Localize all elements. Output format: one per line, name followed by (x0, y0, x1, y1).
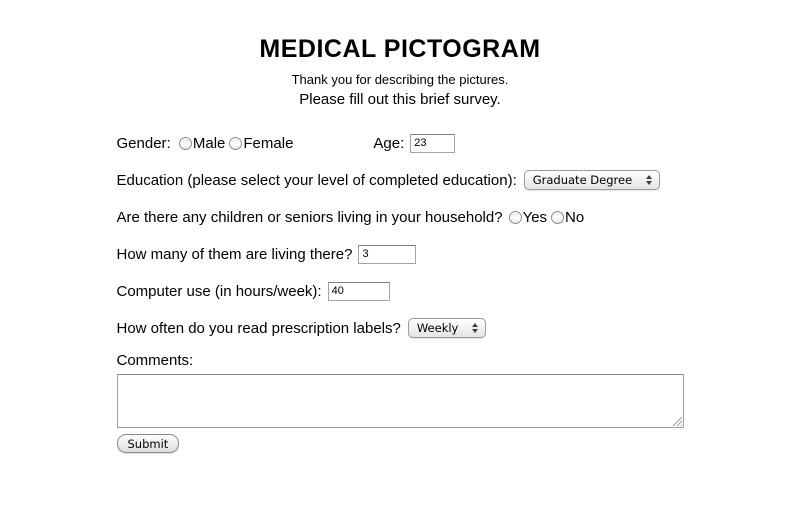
submit-button[interactable]: Submit (117, 434, 180, 453)
how-many-input[interactable] (358, 245, 416, 264)
education-label: Education (please select your level of completed education): (116, 171, 517, 189)
household-option-no-label: No (565, 208, 585, 226)
household-row (117, 207, 684, 227)
subtitle-line-1: Thank you for describing the pictures. (291, 72, 509, 87)
household-radio-no[interactable] (551, 211, 564, 224)
comments-textarea-wrap (117, 374, 684, 428)
household-radio-yes[interactable] (509, 211, 522, 224)
survey-form (117, 133, 684, 453)
household-label: Are there any children or seniors living in your household? (116, 208, 503, 226)
age-input[interactable] (410, 134, 455, 153)
prescription-row (117, 318, 684, 338)
education-selected-value: Graduate Degree (532, 173, 633, 187)
how-many-label: How many of them are living there? (116, 245, 353, 263)
education-select[interactable] (524, 170, 660, 190)
gender-age-row (117, 133, 684, 153)
computer-use-row (117, 281, 684, 301)
subtitle-line-2: Please fill out this brief survey. (299, 91, 501, 108)
computer-use-label: Computer use (in hours/week): (116, 282, 322, 300)
computer-use-input[interactable] (328, 282, 390, 301)
gender-radio-male[interactable] (179, 137, 192, 150)
gender-option-female-label: Female (243, 134, 294, 152)
age-group (373, 134, 455, 153)
education-row (117, 170, 684, 190)
gender-option-male-label: Male (192, 134, 226, 152)
chevron-up-down-icon (646, 175, 652, 185)
survey-page (117, 34, 684, 453)
prescription-label: How often do you read prescription labels? (116, 319, 401, 337)
prescription-select[interactable] (408, 318, 487, 338)
how-many-row (117, 244, 684, 264)
gender-label: Gender: (116, 134, 175, 152)
household-option-yes-label: Yes (522, 208, 548, 226)
age-label: Age: (373, 134, 405, 152)
page-title: MEDICAL PICTOGRAM (259, 35, 541, 63)
comments-textarea[interactable] (117, 374, 684, 428)
gender-radio-female[interactable] (229, 137, 242, 150)
chevron-up-down-icon (472, 323, 478, 333)
comments-label: Comments: (116, 352, 194, 369)
prescription-selected-value: Weekly (416, 321, 459, 335)
